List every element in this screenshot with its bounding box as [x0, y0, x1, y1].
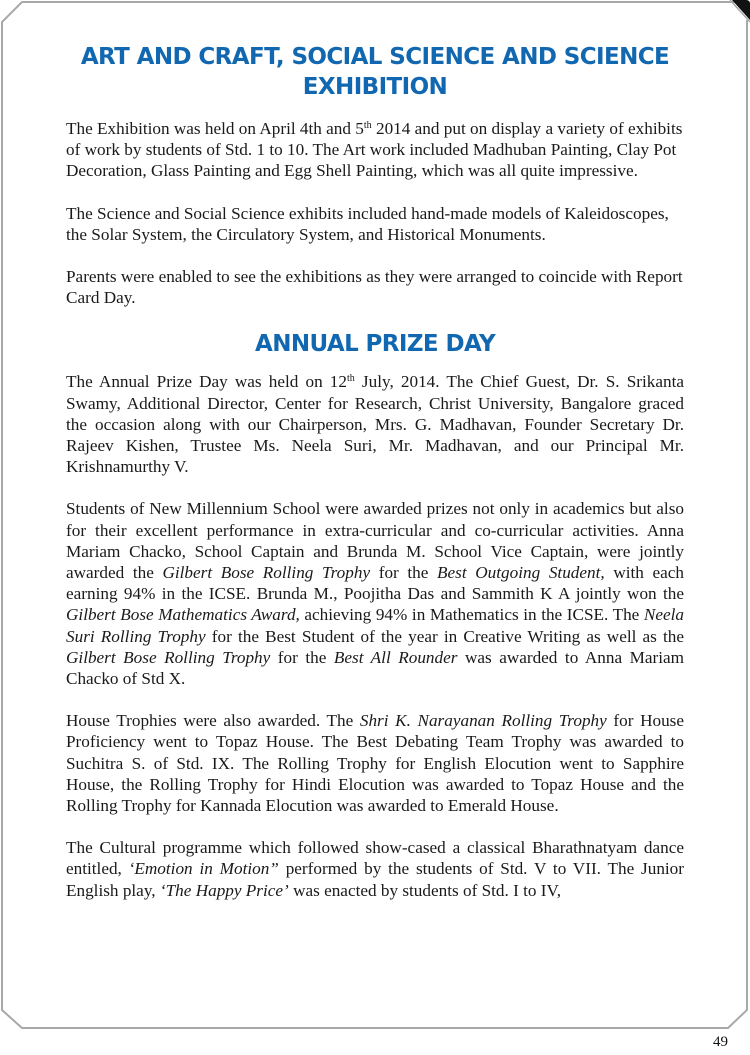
prize-day-paragraph-1: The Annual Prize Day was held on 12th July, 2014. The Chief Guest, Dr. S. Srikanta Swamy, Additional Director, Center for Research, Christ University, Bangalore graced the occasion along with our Chairperson, Mrs. G. Madhavan, Founder Secretary Dr. Rajeev Kishen, Trustee Ms. Neela Suri, Mr. Madhavan, and our Principal Mr. Krishnamurthy V. [66, 372, 685, 477]
prize-day-paragraph-2: Students of New Millennium School were awarded prizes not only in academics but also for their excellent performance in extra-curricular and co-curricular activities. Anna Mariam Chacko, School Captain and Brunda M. School Vice Captain, were jointly awarded the Gilbert Bose Rolling Trophy for the Best Outgoing Student, with each earning 94% in the ICSE. Brunda M., Poojitha Das and Sammith K A jointly won the Gilbert Bose Mathematics Award, achieving 94% in Mathematics in the ICSE. The Neela Suri Rolling Trophy for the Best Student of the year in Creative Writing as well as the Gilbert Bose Rolling Trophy for the Best All Rounder was awarded to Anna Mariam Chacko of Std X. [66, 499, 685, 689]
corner-fold-icon [728, 0, 750, 24]
exhibition-heading-line2: EXHIBITION [302, 74, 448, 100]
prize-day-paragraph-4: The Cultural programme which followed show-cased a classical Bharathnatyam dance entitled, ‘Emotion in Motion” performed by the students of Std. V to VII. The Junior English play, ‘The Happy Price’ was enacted by students of Std. I to IV, [66, 838, 684, 900]
exhibition-heading [66, 42, 684, 102]
exhibition-paragraph-2: The Science and Social Science exhibits included hand-made models of Kaleidoscopes, the Solar System, the Circulatory System, and Historical Monuments. [66, 203, 669, 244]
page-number: 49 [713, 1034, 728, 1050]
exhibition-heading-line1: ART AND CRAFT, SOCIAL SCIENCE AND SCIENCE [80, 44, 670, 70]
page-content [66, 42, 684, 922]
prize-day-paragraph-3: House Trophies were also awarded. The Shri K. Narayanan Rolling Trophy for House Proficiency went to Topaz House. The Best Debating Team Trophy was awarded to Suchitra S. of Std. IX. The Rolling Trophy for English Elocution went to Sapphire House, the Rolling Trophy for Hindi Elocution was awarded to Topaz House and the Rolling Trophy for Kannada Elocution was awarded to Emerald House. [66, 711, 684, 816]
exhibition-paragraph-3: Parents were enabled to see the exhibitions as they were arranged to coincide with Report Card Day. [66, 267, 683, 308]
exhibition-paragraph-1: The Exhibition was held on April 4th and 5th 2014 and put on display a variety of exhibits of work by students of Std. 1 to 10. The Art work included Madhuban Painting, Clay Pot Decoration, Glass Painting and Egg Shell Painting, which was all quite impressive. [66, 119, 683, 181]
prize-day-heading: ANNUAL PRIZE DAY [255, 331, 495, 358]
